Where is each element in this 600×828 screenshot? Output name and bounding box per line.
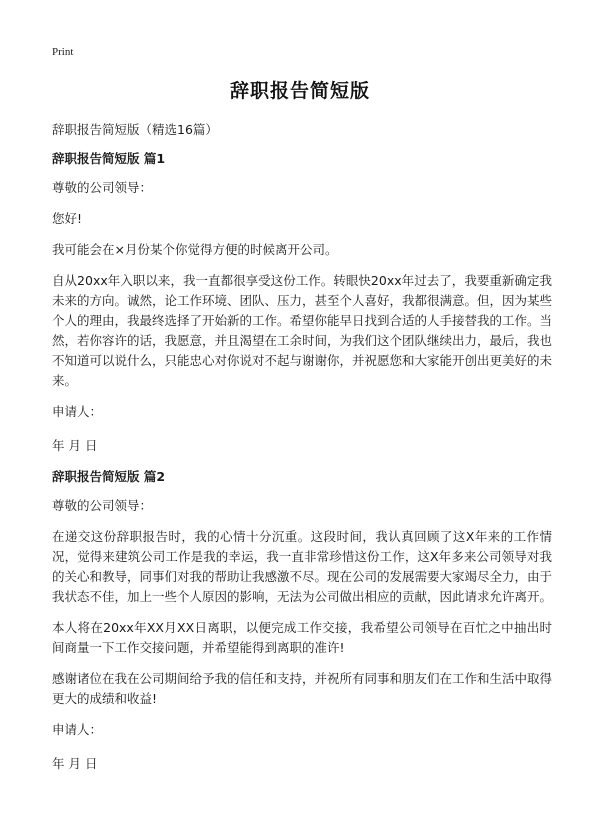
- section-heading: 辞职报告简短版 篇1: [52, 151, 166, 166]
- paragraph: 自从20xx年入职以来，我一直都很享受这份工作。转眼快20xx年过去了，我要重新确定我未来的方向。诚然，论工作环境、团队、压力，甚至个人喜好，我都很满意。但，因为某些个人的理由，我最终选择了开始新的工作。希望你能早日找到合适的人手接替我的工作。当然，若你容许的话，我愿意，并且渴望在工余时间，为我们这个团队继续出力，最后，我也不知道可以说什么，只能忠心对你说对不起与谢谢你，并祝愿您和大家能开创出更美好的未来。: [52, 273, 553, 388]
- applicant-label: 申请人：: [52, 404, 103, 419]
- paragraph: 我可能会在×月份某个你觉得方便的时候离开公司。: [52, 242, 338, 257]
- salutation: 尊敬的公司领导：: [52, 180, 153, 195]
- page-title: 辞职报告简短版: [229, 80, 370, 102]
- paragraph: 本人将在20xx年XX月XX日离职，以便完成工作交接，我希望公司领导在百忙之中抽出时间商量一下工作交接问题，并希望能得到离职的准许!: [52, 620, 552, 655]
- section-1: [52, 149, 552, 456]
- document-body: [52, 120, 552, 785]
- applicant-label: 申请人：: [52, 722, 103, 737]
- paragraph: 感谢诸位在我在公司期间给予我的信任和支持，并祝所有同事和朋友们在工作和生活中取得更大的成绩和收益!: [52, 671, 553, 706]
- date-line: 年 月 日: [52, 438, 98, 453]
- date-line: 年 月 日: [52, 756, 98, 771]
- document-subtitle: 辞职报告简短版（精选16篇）: [52, 122, 218, 137]
- print-label[interactable]: Print: [52, 46, 74, 58]
- section-2: [52, 467, 552, 774]
- paragraph: 在递交这份辞职报告时，我的心情十分沉重。这段时间，我认真回顾了这X年来的工作情况，觉得来建筑公司工作是我的幸运，我一直非常珍惜这份工作，这X年多来公司领导对我的关心和教导，同事们对我的帮助让我感激不尽。现在公司的发展需要大家竭尽全力，由于我状态不佳，加上一些个人原因的影响，无法为公司做出相应的贡献，因此请求允许离开。: [52, 529, 553, 604]
- salutation: 尊敬的公司领导：: [52, 498, 153, 513]
- greeting: 您好!: [52, 211, 83, 226]
- section-heading: 辞职报告简短版 篇2: [52, 469, 166, 484]
